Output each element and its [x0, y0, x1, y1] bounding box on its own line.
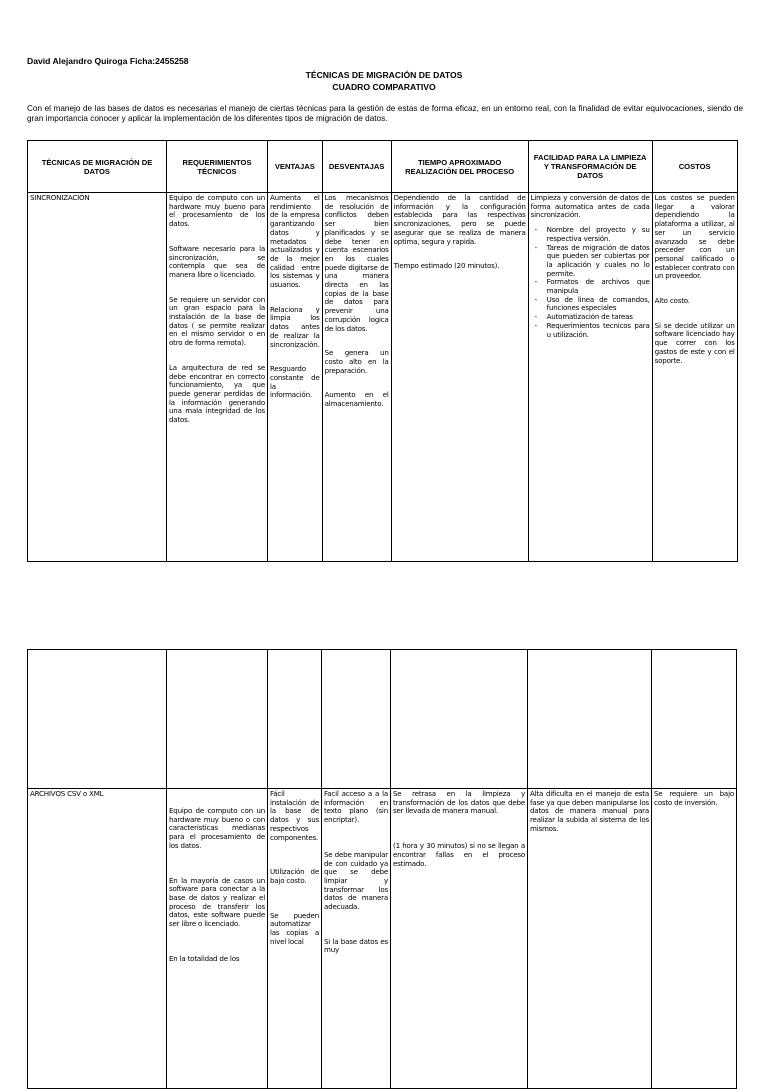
cell-paragraph: Los costos se pueden llegar a valorar dependiendo la plataforma a utilizar, al ser un servicio avanzado se debe preceder con un personal calificado o establecer contrato con un proveedor.: [654, 193, 735, 281]
technique-cell: SINCRONIZACIÓN: [28, 193, 167, 562]
cell-paragraph: Software necesario para la sincronización, se contempla que sea de manera libre o licenciado.: [169, 243, 265, 279]
table-row-archivos-csv: [28, 789, 737, 1089]
cell-paragraph: Se requiere un servidor con un gran espacio para la instalación de la base de datos ( se permite realizar en el mismo servidor o en otro de forma remota).: [169, 294, 265, 348]
disadvantages-cell: [322, 789, 391, 1089]
cell-paragraph: Utilización de bajo costo.: [270, 867, 319, 885]
time-cell: [391, 193, 528, 562]
document-subtitle: CUADRO COMPARATIVO: [332, 82, 436, 92]
cell-paragraph: Limpieza y conversión de datos de forma automatica antes de cada sincronización.: [530, 193, 650, 220]
column-header: TIEMPO APROXIMADO REALIZACIÓN DEL PROCESO: [391, 141, 528, 193]
cell-paragraph: Se debe manipular de con cuidado ya que se debe limpiar y transformar los datos de manera adecuada.: [324, 849, 388, 912]
cell-paragraph: Dependiendo de la cantidad de información y la configuración establecida para las respectivas sincronizaciones, pero se puede asegurar que se realiza de manera optima, segura y rapida.: [393, 193, 526, 246]
cell-paragraph: La arquitectura de red se debe encontrar en correcto funcionamiento, ya que puede generar perdidas de la información generando una mala integridad de los datos.: [169, 362, 265, 425]
cell-paragraph: Fácil instalación de la base de datos y sus respectivos componentes.: [270, 789, 319, 842]
list-item: - Uso de linea de comandos, funciones especiales: [543, 296, 650, 313]
disadvantages-cell: [322, 193, 391, 562]
table-row-empty: [28, 650, 737, 789]
cell-paragraph: Relaciona y limpia los datos antes de realizar la sincronización.: [270, 304, 320, 349]
list-item: - Tareas de migración de datos que pueden ser cubiertas por la aplicación y cuales no lo permite.: [543, 244, 650, 279]
advantages-cell: [268, 789, 322, 1089]
facility-cell: Alta dificulta en el manejo de esta fase ya que deben manipularse los datos de manera manual para realizar la subida al sistema de los mismos.: [528, 789, 652, 1089]
document-title: TÉCNICAS DE MIGRACIÓN DE DATOS: [305, 70, 463, 80]
column-header: FACILIDAD PARA LA LIMPIEZA Y TRANSFORMACIÓN DE DATOS: [528, 141, 652, 193]
column-header: TÉCNICAS DE MIGRACIÓN DE DATOS: [28, 141, 167, 193]
column-header: REQUERIMIENTOS TÉCNICOS: [167, 141, 268, 193]
table-header-row: [28, 141, 738, 193]
cell-paragraph: Facil acceso a a la información en texto plano (sin encriptar).: [324, 789, 388, 825]
cell-paragraph: Los mecanismos de resolución de conflictos deben ser bien planificados y se debe tener en cuenta escenarios en los cuales puede digitarse de una manera directa en las copias de la base de datos para prevenir una corrupción logica de los datos.: [324, 193, 389, 333]
author-line: David Alejandro Quiroga Ficha:2455258: [27, 56, 189, 66]
cell-paragraph: Tiempo estimado (20 minutos).: [393, 261, 500, 271]
empty-cell: [28, 650, 167, 789]
requirements-cell: [167, 193, 268, 562]
list-item: - Formatos de archivos que manipula: [543, 278, 650, 295]
empty-cell: [528, 650, 652, 789]
cell-paragraph: Aumenta el rendimiento de la empresa garantizando datos y metadatos actualizados y de la mejor calidad entre los sistemas y usuarios.: [270, 193, 320, 290]
cell-paragraph: (1 hora y 30 minutos) si no se llegan a encontrar fallas en el proceso estimado.: [393, 841, 525, 868]
column-header: COSTOS: [652, 141, 737, 193]
cell-paragraph: Si la base datos es muy: [324, 936, 388, 955]
cell-paragraph: En la totalidad de los: [169, 953, 240, 963]
facility-cell: [528, 193, 652, 562]
requirements-cell: [167, 789, 268, 1089]
empty-cell: [268, 650, 322, 789]
cell-paragraph: Alto costo.: [654, 296, 690, 306]
costs-cell: [652, 193, 737, 562]
cell-paragraph: Se genera un costo alto en la preparación.: [324, 348, 389, 375]
comparison-table-page-1: [27, 140, 738, 562]
empty-cell: [167, 650, 268, 789]
advantages-cell: [268, 193, 323, 562]
empty-cell: [322, 650, 391, 789]
table-row-sincronizacion: [28, 193, 738, 562]
cell-paragraph: En la mayoria de casos un software para conectar a la base de datos y realizar el proceso de transferir los datos, este software puede ser libre o licenciado.: [169, 875, 265, 929]
time-cell: [391, 789, 528, 1089]
column-header: DESVENTAJAS: [322, 141, 391, 193]
column-header: VENTAJAS: [268, 141, 323, 193]
cell-paragraph: Se pueden automatizar las copias a nivel local: [270, 910, 319, 946]
cell-paragraph: Equipo de computo con un hardware muy bueno para el procesamiento de los datos.: [169, 193, 265, 229]
cell-paragraph: Se retrasa en la limpieza y transformación de los datos que debe ser llevada de manera manual.: [393, 789, 525, 816]
cell-paragraph: Resguardo constante de la información.: [270, 364, 320, 400]
technique-cell: ARCHIVOS CSV o XML: [28, 789, 167, 1089]
comparison-table-page-2: [27, 649, 737, 1089]
costs-cell: [652, 789, 737, 1089]
cell-paragraph: Aumento en el almacenamiento.: [324, 390, 389, 409]
list-item: - Automatización de tareas: [543, 313, 650, 322]
empty-cell: [652, 650, 737, 789]
cell-paragraph: Si se decide utilizar un software licenciado hay que correr con los gastos de este y con el soporte.: [654, 320, 735, 365]
empty-cell: [391, 650, 528, 789]
list-item: - Nombre del proyecto y su respectiva versión.: [543, 226, 650, 243]
facility-list: [531, 226, 650, 339]
cell-paragraph: Se requiere un bajo costo de inversión.: [654, 789, 734, 807]
intro-paragraph: Con el manejo de las bases de datos es necesarias el manejo de ciertas técnicas para la gestión de estas de forma eficaz, en un entorno real, con la finalidad de evitar equivocaciones, siendo de gran importancia conocer y aplicar la implementación de los diferentes tipos de migración de datos.: [27, 104, 743, 123]
list-item: - Requerimientos tecnicos para u utilización.: [543, 322, 650, 339]
cell-paragraph: Equipo de computo con un hardware muy bueno o con caracteristicas medianas para el procesamiento de los datos.: [169, 806, 265, 850]
